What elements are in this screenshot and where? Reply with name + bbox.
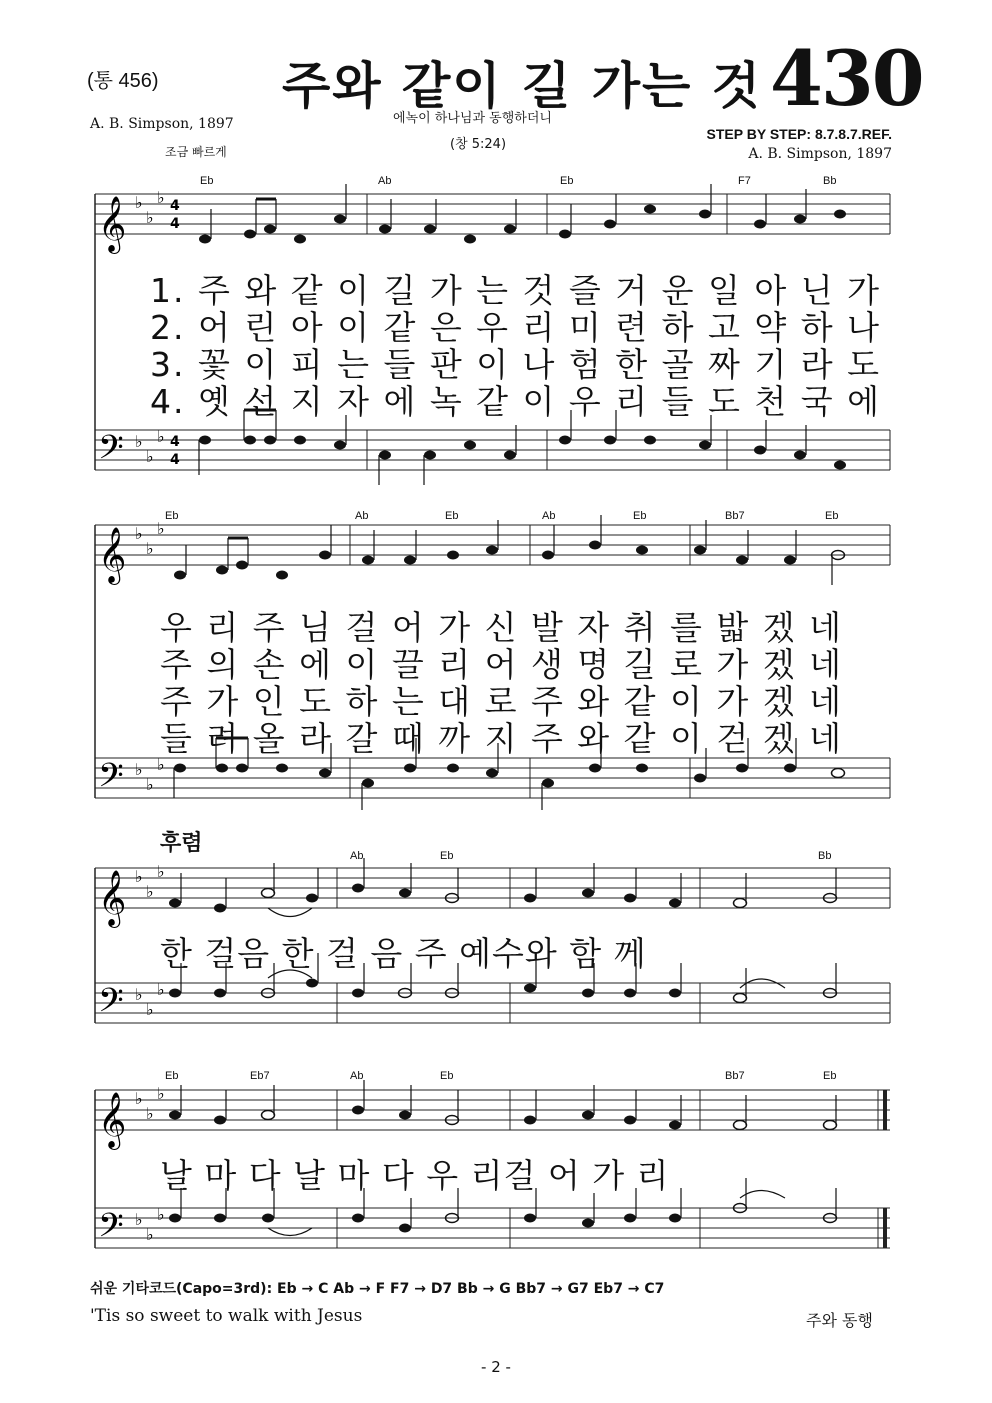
- svg-text:4: 4: [170, 434, 180, 450]
- lyric-refrain-2: 날 마 다 날 마 다 우 리걸 어 가 리: [160, 1156, 670, 1195]
- svg-text:♭: ♭: [146, 882, 154, 901]
- chord-symbol: Bb: [823, 175, 837, 187]
- svg-text:♭: ♭: [157, 188, 165, 207]
- page-number: - 2 -: [481, 1358, 511, 1376]
- svg-text:♭: ♭: [146, 1000, 154, 1019]
- chord-symbol: Ab: [378, 175, 392, 187]
- lyric-refrain-1: 한 걸음 한 걸 음 주 예수와 함 께: [160, 934, 647, 973]
- lyric-verse-3: 3. 꽃 이 피 는 들 판 이 나 험 한 골 짜 기 라 도: [150, 345, 882, 384]
- lyric-verse-2: 2. 어 린 아 이 같 은 우 리 미 련 하 고 약 하 나: [150, 308, 882, 347]
- svg-text:♭: ♭: [157, 980, 165, 999]
- svg-text:4: 4: [170, 452, 180, 468]
- svg-text:𝄢: 𝄢: [98, 1207, 124, 1253]
- svg-text:♭: ♭: [157, 427, 165, 446]
- chord-symbol: Eb: [825, 510, 839, 522]
- chord-symbol: Eb: [200, 175, 214, 187]
- svg-text:♭: ♭: [146, 539, 154, 558]
- english-title: 'Tis so sweet to walk with Jesus: [90, 1306, 363, 1326]
- hymnal-cross-reference: (통 456): [87, 70, 159, 92]
- music-system-2: [0, 500, 992, 820]
- chord-symbol: Bb7: [725, 1070, 745, 1082]
- lyric-verse-4: 4. 옛 선 지 자 에 녹 같 이 우 리 들 도 천 국 에: [150, 382, 882, 421]
- chord-symbol: Bb7: [725, 510, 745, 522]
- svg-text:♭: ♭: [135, 193, 143, 212]
- svg-text:♭: ♭: [157, 1084, 165, 1103]
- svg-text:𝄢: 𝄢: [98, 757, 124, 803]
- svg-text:♭: ♭: [146, 1225, 154, 1244]
- chord-symbol: Eb7: [250, 1070, 270, 1082]
- svg-text:♭: ♭: [135, 1210, 143, 1229]
- svg-text:♭: ♭: [135, 760, 143, 779]
- scripture-reference: (창 5:24): [450, 137, 507, 152]
- svg-text:𝄞: 𝄞: [98, 870, 127, 926]
- scripture-quote: 에녹이 하나님과 동행하더니: [393, 111, 552, 126]
- svg-text:𝄞: 𝄞: [98, 1092, 127, 1148]
- hymn-number: 430: [770, 34, 923, 123]
- hymn-title: 주와 같이 길 가는 것: [282, 57, 763, 115]
- chord-symbol: Eb: [823, 1070, 837, 1082]
- staff-notation-system-1: [0, 0, 992, 520]
- svg-text:♭: ♭: [135, 867, 143, 886]
- chord-symbol: Eb: [165, 1070, 179, 1082]
- svg-text:♭: ♭: [146, 447, 154, 466]
- svg-text:♭: ♭: [146, 208, 154, 227]
- lyric-verse-1: 우 리 주 님 걸 어 가 신 발 자 취 를 밟 겠 네: [160, 608, 844, 647]
- tune-meter: STEP BY STEP: 8.7.8.7.REF.: [706, 126, 892, 142]
- chord-symbol: Ab: [542, 510, 556, 522]
- svg-text:♭: ♭: [157, 1205, 165, 1224]
- lyric-verse-1: 1. 주 와 같 이 길 가 는 것 즐 거 운 일 아 닌 가: [150, 271, 882, 310]
- svg-text:♭: ♭: [135, 1089, 143, 1108]
- svg-text:♭: ♭: [135, 524, 143, 543]
- hymn-theme: 주와 동행: [806, 1311, 873, 1330]
- lyric-verse-4: 들 려 올 라 갈 때 까 지 주 와 같 이 걷 겠 네: [160, 719, 844, 758]
- svg-text:𝄢: 𝄢: [98, 982, 124, 1028]
- svg-text:♭: ♭: [157, 755, 165, 774]
- lyricist-credit: A. B. Simpson, 1897: [90, 116, 234, 132]
- svg-text:♭: ♭: [146, 775, 154, 794]
- chord-symbol: Bb: [818, 850, 832, 862]
- music-system-4: [0, 1068, 992, 1268]
- chord-symbol: Ab: [350, 850, 364, 862]
- svg-text:♭: ♭: [135, 985, 143, 1004]
- music-system-3: [0, 850, 992, 1050]
- chord-symbol: Eb: [440, 1070, 454, 1082]
- tempo-marking: 조금 빠르게: [165, 145, 227, 159]
- svg-text:4: 4: [170, 198, 180, 214]
- chord-symbol: Eb: [560, 175, 574, 187]
- lyric-verse-3: 주 가 인 도 하 는 대 로 주 와 같 이 가 겠 네: [160, 682, 844, 721]
- svg-text:♭: ♭: [157, 862, 165, 881]
- composer-credit: A. B. Simpson, 1897: [748, 146, 892, 162]
- chord-symbol: Eb: [633, 510, 647, 522]
- chord-symbol: Eb: [440, 850, 454, 862]
- svg-text:𝄞: 𝄞: [98, 196, 127, 252]
- music-system-1: [0, 0, 992, 520]
- lyric-verse-2: 주 의 손 에 이 끌 리 어 생 명 길 로 가 겠 네: [160, 645, 844, 684]
- chord-symbol: Eb: [445, 510, 459, 522]
- chord-symbol: Eb: [165, 510, 179, 522]
- svg-text:4: 4: [170, 216, 180, 232]
- svg-text:♭: ♭: [157, 519, 165, 538]
- svg-text:♭: ♭: [146, 1104, 154, 1123]
- chord-symbol: Ab: [355, 510, 369, 522]
- svg-text:𝄞: 𝄞: [98, 527, 127, 583]
- guitar-capo-chord-guide: 쉬운 기타코드(Capo=3rd): Eb → C Ab → F F7 → D7 Bb → G Bb7 → G7 Eb7 → C7: [90, 1281, 665, 1297]
- svg-text:♭: ♭: [135, 432, 143, 451]
- chord-symbol: Ab: [350, 1070, 364, 1082]
- chord-symbol: F7: [738, 175, 751, 187]
- svg-text:𝄢: 𝄢: [98, 429, 124, 475]
- refrain-label: 후렴: [160, 831, 203, 856]
